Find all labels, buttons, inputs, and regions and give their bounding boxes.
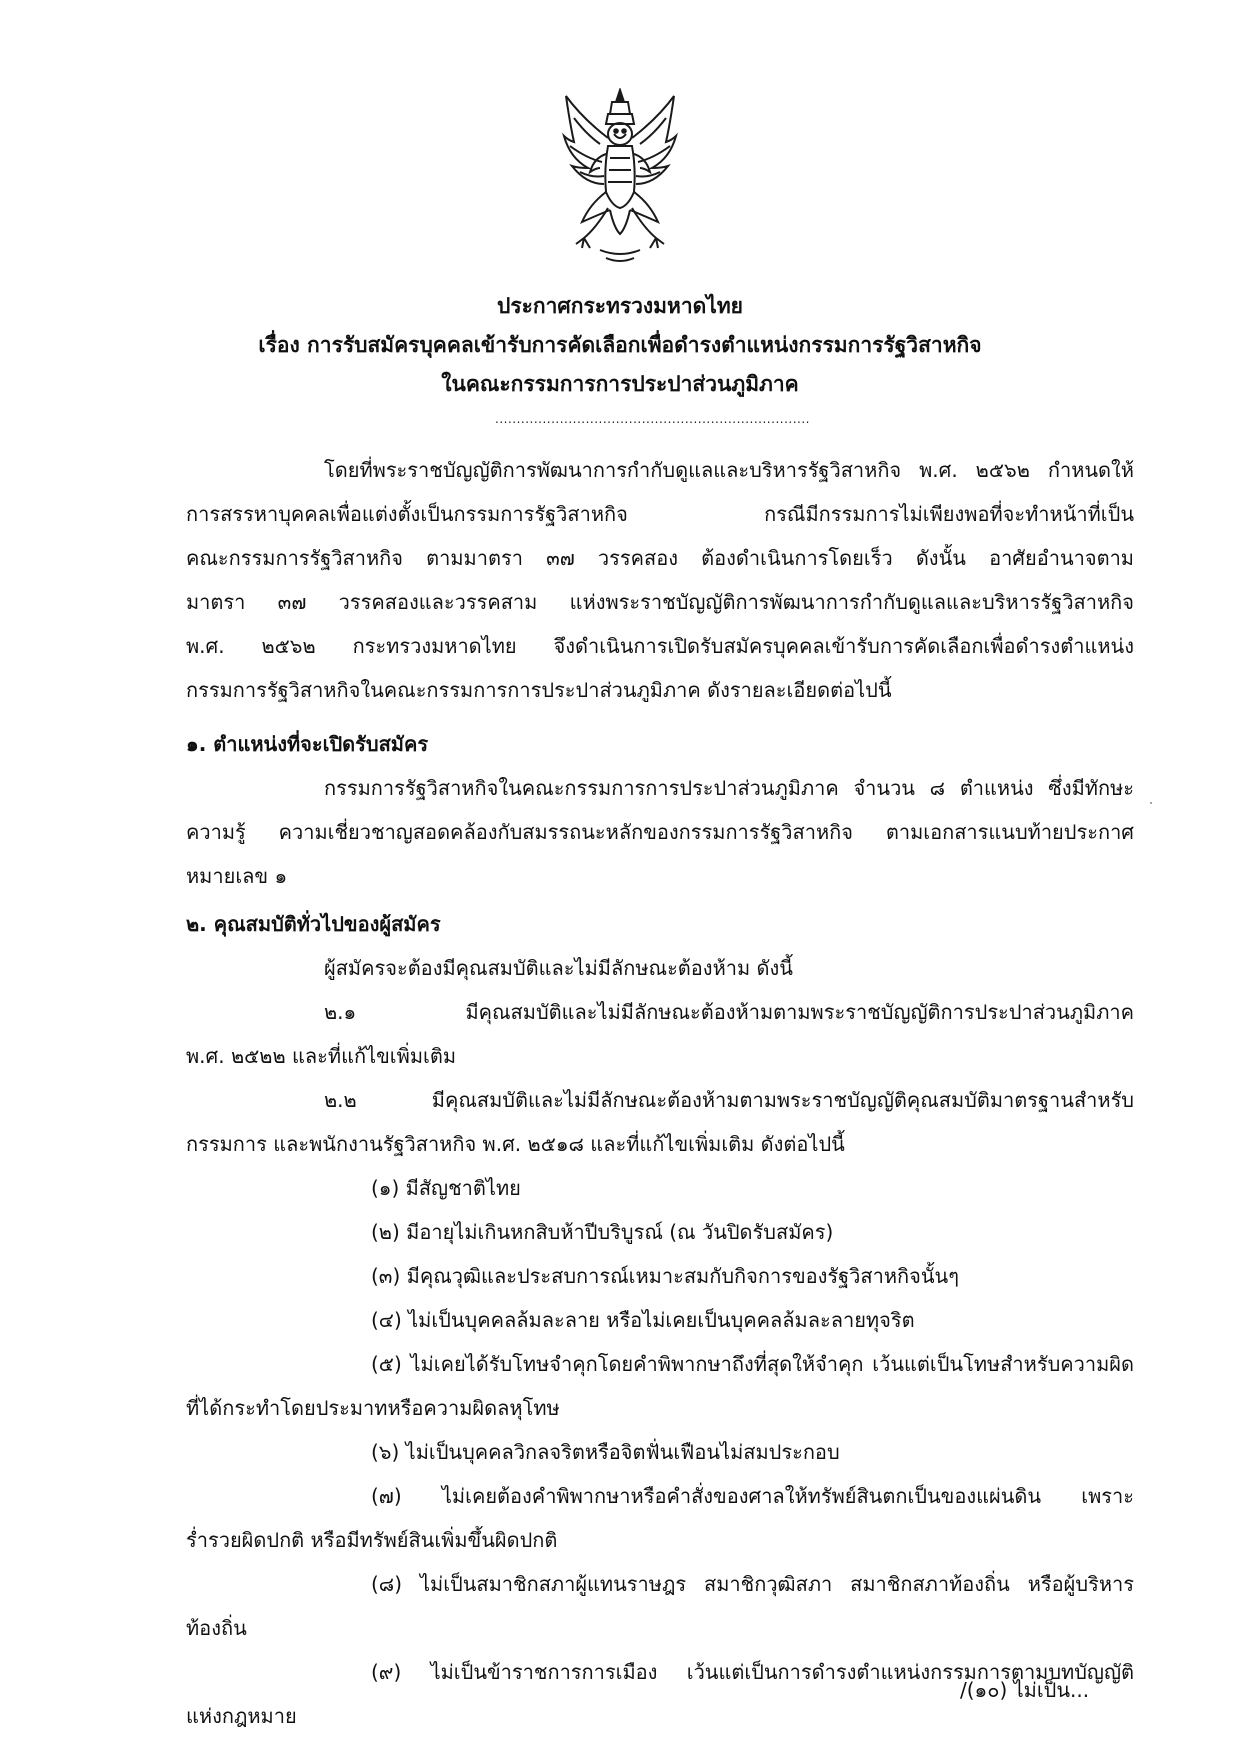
clause-2-2-cont: กรรมการ และพนักงานรัฐวิสาหกิจ พ.ศ. ๒๕๑๘ และที่แก้ไขเพิ่มเติม ดังต่อไปนี้ bbox=[186, 1132, 845, 1156]
section-1 bbox=[186, 722, 1134, 898]
qualification-item-7: (๗) ไม่เคยต้องคำพิพากษาหรือคำสั่งของศาลให้ทรัพย์สินตกเป็นของแผ่นดิน เพราะ bbox=[371, 1484, 1134, 1508]
section-1-line: ความรู้ ความเชี่ยวชาญสอดคล้องกับสมรรถนะหลักของกรรมการรัฐวิสาหกิจ ตามเอกสารแนบท้ายประกาศ bbox=[186, 820, 1134, 844]
qualification-item-5: (๕) ไม่เคยได้รับโทษจำคุกโดยคำพิพากษาถึงที่สุดให้จำคุก เว้นแต่เป็นโทษสำหรับความผิด bbox=[371, 1352, 1134, 1376]
intro-line: พ.ศ. ๒๕๖๒ กระทรวงมหาดไทย จึงดำเนินการเปิดรับสมัครบุคคลเข้ารับการคัดเลือกเพื่อดำรงตำแหน่ง bbox=[186, 634, 1134, 658]
page-continuation: /(๑๐) ไม่เป็น... bbox=[960, 1678, 1090, 1702]
section-1-line: กรรมการรัฐวิสาหกิจในคณะกรรมการการประปาส่วนภูมิภาค จำนวน ๘ ตำแหน่ง ซึ่งมีทักษะ bbox=[324, 776, 1134, 800]
clause-2-1-cont: พ.ศ. ๒๕๒๒ และที่แก้ไขเพิ่มเติม bbox=[186, 1044, 457, 1068]
section-2-title: ๒. คุณสมบัติทั่วไปของผู้สมัคร bbox=[186, 912, 441, 936]
announcement-subject-line2: ในคณะกรรมการการประปาส่วนภูมิภาค bbox=[441, 372, 799, 396]
qualification-item-1: (๑) มีสัญชาติไทย bbox=[371, 1176, 521, 1200]
qualification-item-4: (๔) ไม่เป็นบุคคลล้มละลาย หรือไม่เคยเป็นบุคคลล้มละลายทุจริต bbox=[371, 1308, 915, 1332]
qualification-item-8-cont: ท้องถิ่น bbox=[186, 1616, 247, 1640]
section-2-lead: ผู้สมัครจะต้องมีคุณสมบัติและไม่มีลักษณะต้องห้าม ดังนี้ bbox=[324, 956, 793, 980]
qualification-item-8: (๘) ไม่เป็นสมาชิกสภาผู้แทนราษฎร สมาชิกวุฒิสภา สมาชิกสภาท้องถิ่น หรือผู้บริหาร bbox=[371, 1572, 1134, 1596]
announcement-title: ประกาศกระทรวงมหาดไทย bbox=[497, 294, 743, 318]
intro-line: มาตรา ๓๗ วรรคสองและวรรคสาม แห่งพระราชบัญญัติการพัฒนาการกำกับดูแลและบริหารรัฐวิสาหกิจ bbox=[186, 590, 1134, 614]
section-1-line: หมายเลข ๑ bbox=[186, 864, 288, 888]
qualification-item-6: (๖) ไม่เป็นบุคคลวิกลจริตหรือจิตฟั่นเฟือนไม่สมประกอบ bbox=[371, 1440, 840, 1464]
scan-speck bbox=[1150, 802, 1152, 804]
section-1-title: ๑. ตำแหน่งที่จะเปิดรับสมัคร bbox=[186, 732, 429, 756]
clause-2-1: ๒.๑ มีคุณสมบัติและไม่มีลักษณะต้องห้ามตามพระราชบัญญัติการประปาส่วนภูมิภาค bbox=[324, 1000, 1134, 1024]
qualification-item-5-cont: ที่ได้กระทำโดยประมาทหรือความผิดลหุโทษ bbox=[186, 1396, 560, 1420]
qualification-item-9-cont: แห่งกฎหมาย bbox=[186, 1704, 297, 1728]
announcement-subject: เรื่อง การรับสมัครบุคคลเข้ารับการคัดเลือกเพื่อดำรงตำแหน่งกรรมการรัฐวิสาหกิจ bbox=[258, 333, 982, 357]
qualification-item-7-cont: ร่ำรวยผิดปกติ หรือมีทรัพย์สินเพิ่มขึ้นผิดปกติ bbox=[186, 1528, 558, 1552]
intro-line: คณะกรรมการรัฐวิสาหกิจ ตามมาตรา ๓๗ วรรคสอง ต้องดำเนินการโดยเร็ว ดังนั้น อาศัยอำนาจตาม bbox=[186, 546, 1134, 570]
intro-paragraph bbox=[186, 448, 1134, 712]
qualification-item-2: (๒) มีอายุไม่เกินหกสิบห้าปีบริบูรณ์ (ณ วันปิดรับสมัคร) bbox=[371, 1220, 834, 1244]
intro-line: กรรมการรัฐวิสาหกิจในคณะกรรมการการประปาส่วนภูมิภาค ดังรายละเอียดต่อไปนี้ bbox=[186, 678, 892, 702]
qualification-item-9: (๙) ไม่เป็นข้าราชการการเมือง เว้นแต่เป็นการดำรงตำแหน่งกรรมการตามบทบัญญัติ bbox=[371, 1660, 1134, 1684]
qualification-item-3: (๓) มีคุณวุฒิและประสบการณ์เหมาะสมกับกิจการของรัฐวิสาหกิจนั้นๆ bbox=[371, 1264, 959, 1288]
intro-line: การสรรหาบุคคลเพื่อแต่งตั้งเป็นกรรมการรัฐวิสาหกิจ กรณีมีกรรมการไม่เพียงพอที่จะทำหน้าที่เป็น bbox=[186, 502, 1134, 526]
garuda-emblem-icon bbox=[560, 88, 680, 266]
intro-line: โดยที่พระราชบัญญัติการพัฒนาการกำกับดูแลและบริหารรัฐวิสาหกิจ พ.ศ. ๒๕๖๒ กำหนดให้ bbox=[324, 458, 1134, 482]
clause-2-2: ๒.๒ มีคุณสมบัติและไม่มีลักษณะต้องห้ามตามพระราชบัญญัติคุณสมบัติมาตรฐานสำหรับ bbox=[324, 1088, 1134, 1112]
section-2 bbox=[186, 902, 1134, 1738]
header-separator: ......................................................................... bbox=[495, 412, 810, 426]
